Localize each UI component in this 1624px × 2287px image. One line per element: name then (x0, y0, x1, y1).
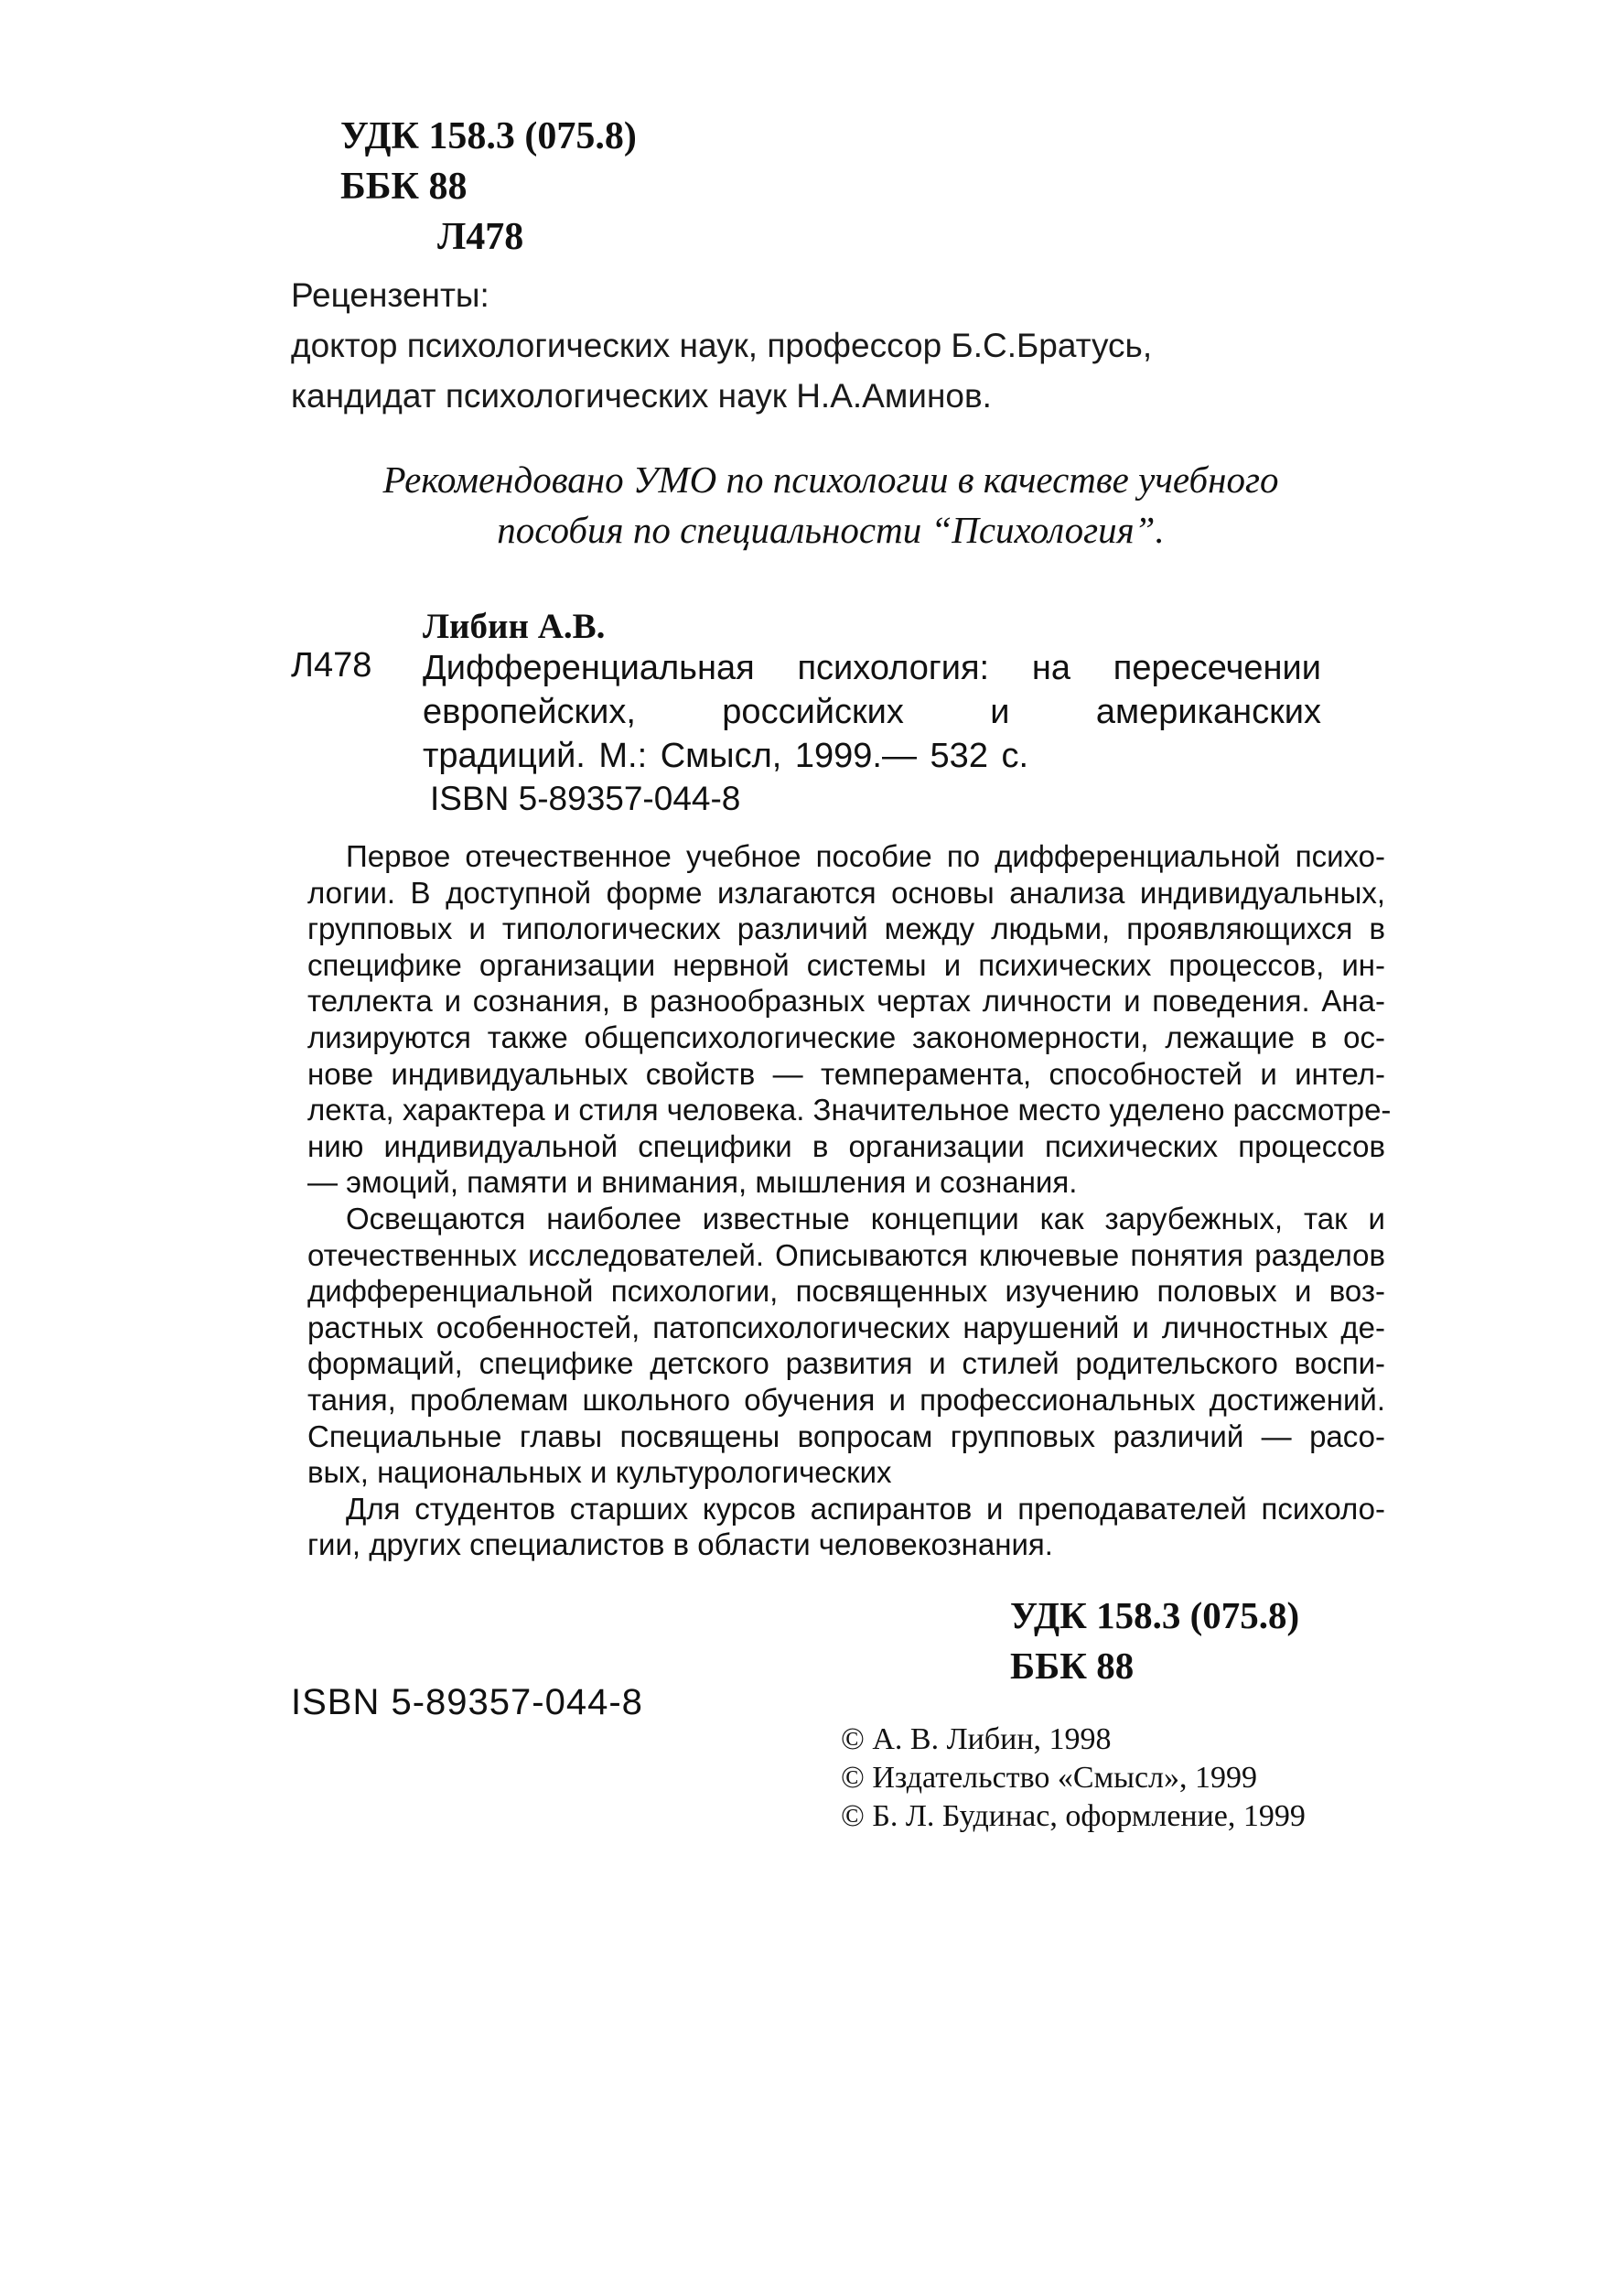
bbk-code: ББК 88 (340, 166, 468, 208)
abstract-line: групповых и типологических различий между людьми, проявляющихся в (307, 912, 1385, 946)
classification-codes-top (340, 112, 637, 263)
abstract-line: дифференциальной психологии, посвященных изучению половых и воз- (307, 1274, 1385, 1309)
abstract-line: растных особенностей, патопсихологических нарушений и личностных де- (307, 1310, 1385, 1344)
author-mark: Л478 (437, 216, 524, 258)
catalog-author: Либин А.В. (423, 607, 606, 646)
udk-code-bottom: УДК 158.3 (075.8) (1010, 1594, 1300, 1636)
reviewers-block (291, 270, 1152, 421)
classification-codes-bottom (1010, 1591, 1299, 1691)
abstract-line: Освещаются наиболее известные концепции как зарубежных, так и (346, 1201, 1385, 1235)
recommendation-line: Рекомендовано УМО по психологии в качестве учебного (382, 458, 1279, 501)
abstract-line: формаций, специфике детского развития и стилей родительского воспи- (307, 1346, 1385, 1381)
catalog-title-line: европейских, российских и американских (423, 693, 1321, 731)
abstract-line: лизируются также общепсихологические закономерности, лежащие в ос- (307, 1019, 1385, 1054)
catalog-isbn: ISBN 5-89357-044-8 (430, 780, 741, 817)
catalog-code: Л478 (291, 646, 372, 685)
abstract (307, 838, 1392, 1563)
abstract-line: нию индивидуальной специфики в организации психических процессов (307, 1128, 1385, 1163)
isbn-bottom: ISBN 5-89357-044-8 (291, 1682, 643, 1722)
udk-code: УДК 158.3 (075.8) (340, 115, 637, 157)
reviewer-line: кандидат психологических наук Н.А.Аминов. (291, 377, 992, 415)
reviewers-title: Рецензенты: (291, 276, 489, 314)
bbk-code-bottom: ББК 88 (1010, 1645, 1135, 1687)
abstract-line: тания, проблемам школьного обучения и профессиональных достижений. (307, 1382, 1385, 1417)
abstract-line: логии. В доступной форме излагаются основы анализа индивидуальных, (307, 875, 1385, 910)
abstract-line: — эмоций, памяти и внимания, мышления и сознания. (307, 1165, 1078, 1200)
copyright-block (841, 1721, 1306, 1836)
abstract-line: Специальные главы посвящены вопросам групповых различий — расо- (307, 1419, 1385, 1453)
abstract-line: Для студентов старших курсов аспирантов и преподавателей психоло- (346, 1491, 1385, 1526)
copyright-line: © А. В. Либин, 1998 (841, 1722, 1112, 1756)
abstract-line: лекта, характера и стиля человека. Значительное место уделено рассмотре- (307, 1093, 1392, 1127)
abstract-line: Первое отечественное учебное пособие по дифференциальной психо- (346, 839, 1385, 873)
recommendation-note (291, 455, 1371, 556)
copyright-line: © Издательство «Смысл», 1999 (841, 1761, 1257, 1795)
abstract-line: гии, других специалистов в области человекознания. (307, 1527, 1053, 1562)
recommendation-line: пособия по специальности “Психология”. (497, 509, 1165, 551)
catalog-title-line: традиций. М.: Смысл, 1999.— 532 с. (423, 737, 1029, 775)
abstract-line: нове индивидуальных свойств — темперамента, способностей и интел- (307, 1056, 1385, 1091)
catalog-title-line: Дифференциальная психология: на пересечении (423, 649, 1321, 687)
catalog-title (423, 646, 1321, 778)
copyright-line: © Б. Л. Будинас, оформление, 1999 (841, 1799, 1306, 1833)
abstract-line: отечественных исследователей. Описываются ключевые понятия разделов (307, 1237, 1385, 1272)
reviewer-line: доктор психологических наук, профессор Б.С.Братусь, (291, 327, 1153, 364)
abstract-line: вых, национальных и культурологических (307, 1455, 892, 1490)
abstract-line: теллекта и сознания, в разнообразных чертах личности и поведения. Ана- (307, 984, 1385, 1019)
abstract-line: специфике организации нервной системы и психических процессов, ин- (307, 947, 1385, 982)
